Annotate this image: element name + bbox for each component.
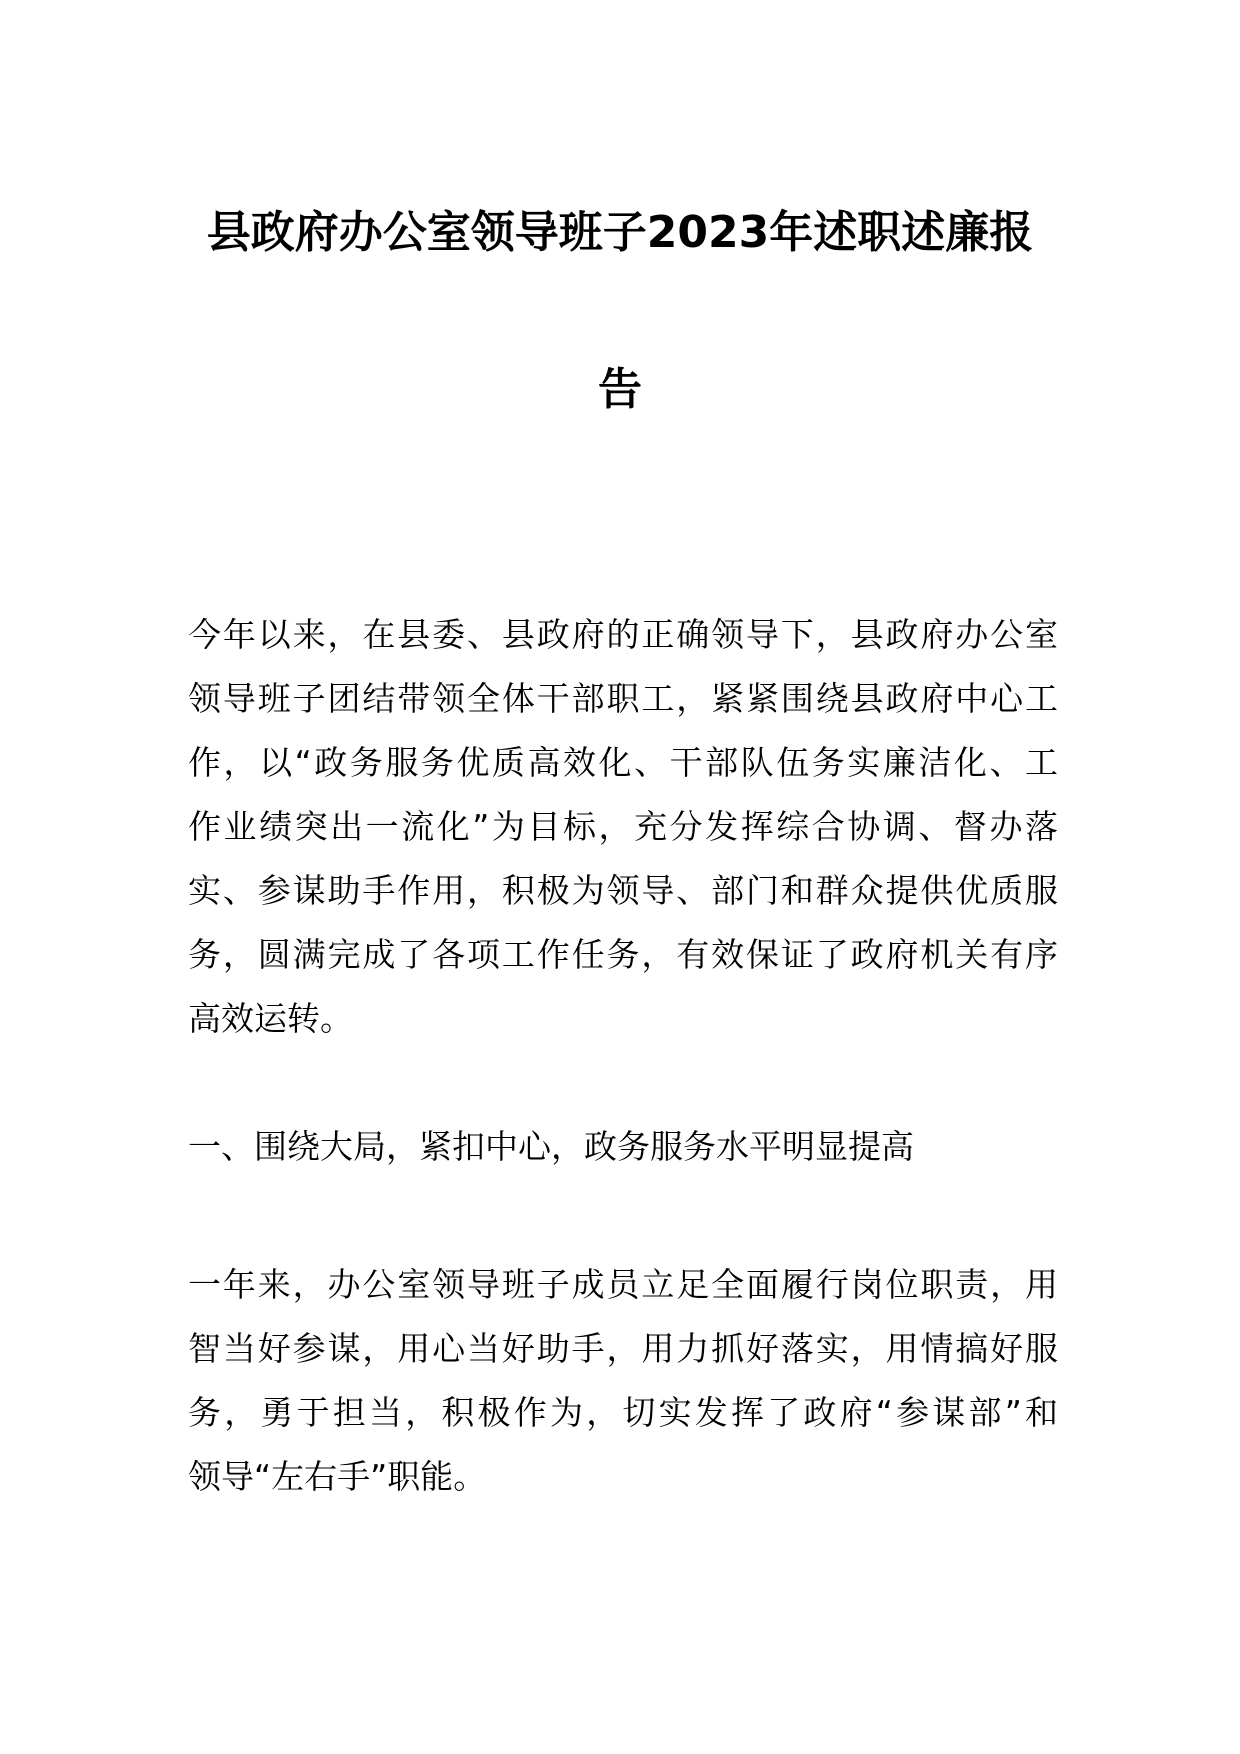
paragraph-line: 领导“左右手”职能。 [188, 1457, 487, 1496]
paragraph-line: 领导班子团结带领全体干部职工，紧紧围绕县政府中心工 [188, 679, 1058, 718]
paragraph-line: 作业绩突出一流化”为目标，充分发挥综合协调、督办落 [188, 807, 1058, 846]
paragraph-line: 作，以“政务服务优质高效化、干部队伍务实廉洁化、工 [188, 743, 1058, 782]
section-heading-text: 一、围绕大局，紧扣中心，政务服务水平明显提高 [188, 1127, 914, 1166]
document-title-line-1: 县政府办公室领导班子2023年述职述廉报 [206, 207, 1034, 258]
section-1-paragraph [188, 1253, 1058, 1509]
document-title-line-2: 告 [598, 364, 642, 415]
intro-paragraph [188, 603, 1058, 1051]
paragraph-line: 实、参谋助手作用，积极为领导、部门和群众提供优质服 [188, 871, 1058, 910]
paragraph-line: 今年以来，在县委、县政府的正确领导下，县政府办公室 [188, 615, 1058, 654]
paragraph-line: 高效运转。 [188, 999, 353, 1038]
paragraph-line: 一年来，办公室领导班子成员立足全面履行岗位职责，用 [188, 1265, 1058, 1304]
section-heading-1 [188, 1115, 1058, 1179]
paragraph-line: 务，勇于担当，积极作为，切实发挥了政府“参谋部”和 [188, 1393, 1058, 1432]
paragraph-line: 务，圆满完成了各项工作任务，有效保证了政府机关有序 [188, 935, 1058, 974]
paragraph-line: 智当好参谋，用心当好助手，用力抓好落实，用情搞好服 [188, 1329, 1058, 1368]
